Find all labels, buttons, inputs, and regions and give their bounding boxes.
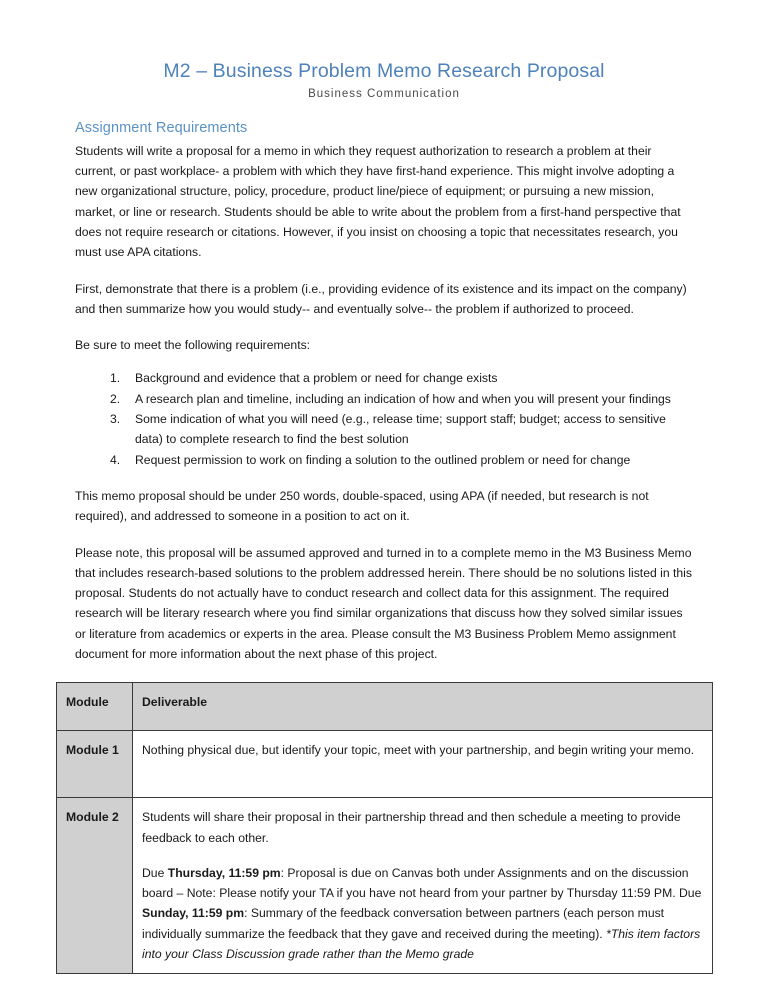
table-cell-module-1: Module 1 [57,731,133,798]
page-subtitle: Business Communication [308,88,460,101]
column-header-deliverable: Deliverable [133,683,713,731]
due-sunday-prefix: Due [679,886,702,901]
due-italic-note: *This item factors into your Class Discussion grade rather than the Memo grade [142,926,701,962]
schedule-table [56,682,713,974]
list-item: Request permission to work on finding a solution to the outlined problem or need for change [135,452,631,467]
table-header-row [57,683,713,731]
list-item: Some indication of what you will need (e.g., release time; support staff; budget; access to sensitive data) to complete research to find the best solution [135,412,666,447]
paragraph-overview: Students will write a proposal for a memo in which they request authorization to research a problem at their current, or past workplace- a problem with which they have first-hand experience. This might involve adopting a new organizational structure, policy, procedure, product line/piece of equipment; or pursuing a new mission, market, or line or research. Students should be able to write about the problem from a first-hand perspective that does not require research or citations. However, if you insist on choosing a topic that necessitates research, you must use APA citations. [75,143,681,260]
document-content [66,0,702,974]
due-dates-block [142,863,703,964]
due-sunday-detail: : Summary of the feedback conversation between partners (each person must individually summarize the feedback that they gave and received during the meeting). [142,906,665,941]
paragraph-please-note: Please note, this proposal will be assumed approved and turned in to a complete memo in the M3 Business Memo that includes research-based solutions to the problem addressed herein. There should be no solutions listed in this proposal. Students do not actually have to conduct research and collect data for this assignment. The required research will be literary research where you find similar organizations that discuss how they solved similar issues or literature from academics or experts in the area. Please consult the M3 Business Problem Memo assignment document for more information about the next phase of this project. [75,545,692,661]
section-heading-assignment-requirements: Assignment Requirements [75,120,248,137]
due-thursday-date: Thursday, 11:59 pm [167,865,281,880]
due-thursday-prefix: Due [142,865,168,880]
table-cell-deliverable-2 [133,798,713,974]
paragraph-word-count: This memo proposal should be under 250 words, double-spaced, using APA (if needed, but research is not required), and addressed to someone in a position to act on it. [75,488,649,524]
due-sunday-date: Sunday, 11:59 pm [142,906,245,921]
table-cell-module-2: Module 2 [57,798,133,974]
table-header [57,683,713,731]
deliverable-text: Students will share their proposal in their partnership thread and then schedule a meeting to provide feedback to each other. [142,810,681,845]
table-cell-deliverable-1 [133,731,713,798]
table-body [57,731,713,974]
paragraph-requirements-intro: Be sure to meet the following requirements: [75,338,311,353]
page-title: M2 – Business Problem Memo Research Proposal [163,60,605,82]
paragraph-demonstrate-problem: First, demonstrate that there is a problem (i.e., providing evidence of its existence and its impact on the company) and then summarize how you would study-- and eventually solve-- the problem if authorized to proceed. [75,281,687,316]
table-row [57,798,713,974]
column-header-module: Module [57,683,133,731]
table-row [57,731,713,798]
due-thursday-detail: : Proposal is due on Canvas both under Assignments and on the discussion board – Note: Please notify your TA if you have not heard from your partner by Thursday 11:59 PM. [142,865,689,901]
list-item: A research plan and timeline, including an indication of how and when you will present your findings [135,391,671,406]
deliverable-text: Nothing physical due, but identify your topic, meet with your partnership, and begin writing your memo. [142,743,695,758]
list-item: Background and evidence that a problem or need for change exists [135,371,498,386]
requirements-list [75,355,693,469]
